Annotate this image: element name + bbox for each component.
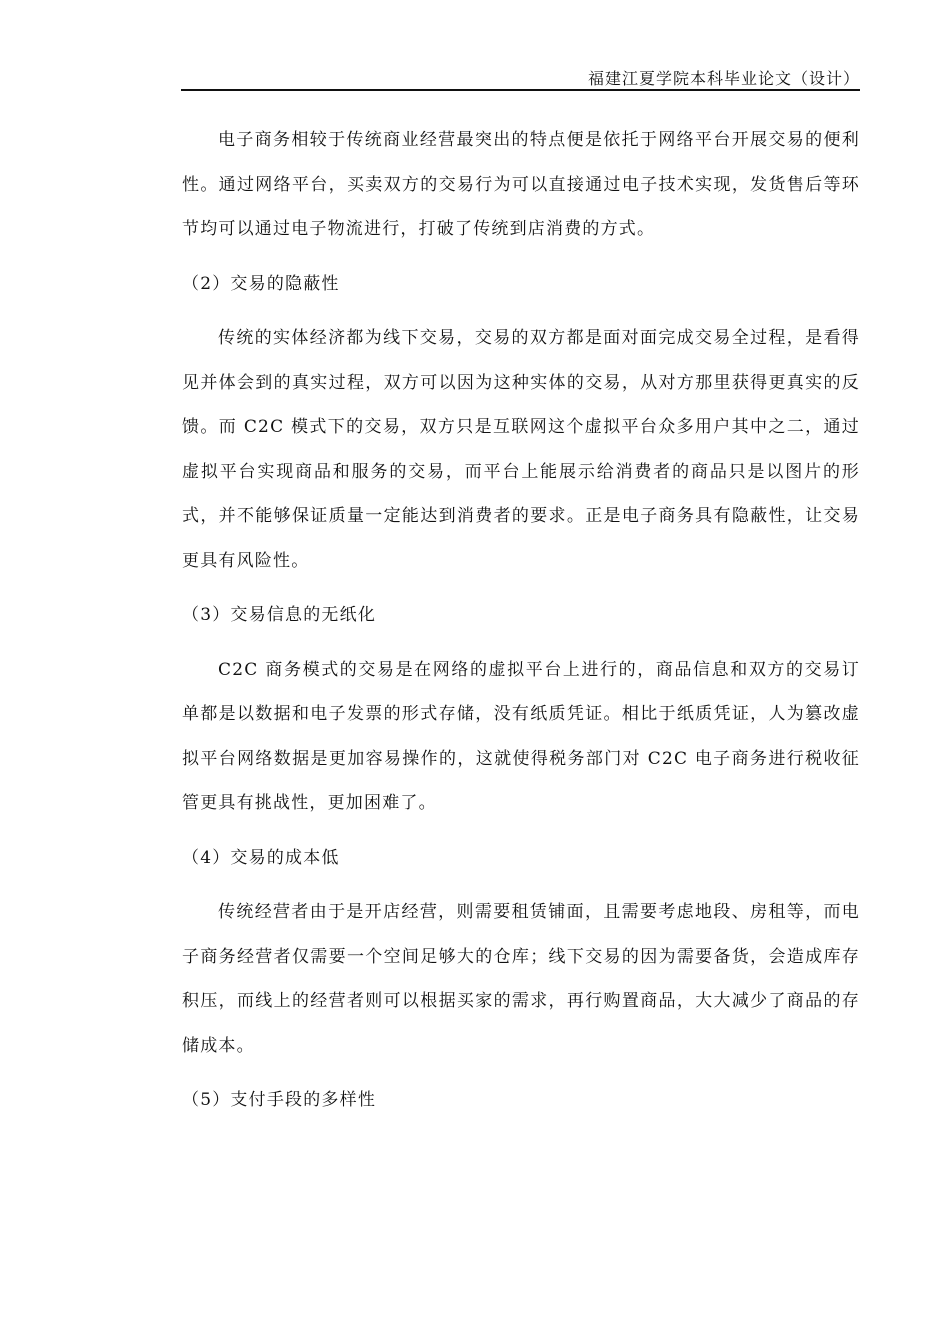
paragraph-low-cost: 传统经营者由于是开店经营，则需要租赁铺面，且需要考虑地段、房租等，而电子商务经营者仅需要一个空间足够大的仓库；线下交易的因为需要备货，会造成库存积压，而线上的经营者则可以根据买家的需求，再行购置商品，大大减少了商品的存储成本。: [182, 902, 860, 1056]
section-heading-low-cost: （4）交易的成本低: [182, 847, 340, 868]
document-body: [182, 118, 860, 1133]
header-title: 福建江夏学院本科毕业论文（设计）: [587, 69, 860, 88]
paragraph-paperless: C2C 商务模式的交易是在网络的虚拟平台上进行的，商品信息和双方的交易订单都是以数据和电子发票的形式存储，没有纸质凭证。相比于纸质凭证，人为篡改虚拟平台网络数据是更加容易操作的，这就使得税务部门对 C2C 电子商务进行税收征管更具有挑战性，更加困难了。: [182, 659, 860, 813]
paragraph-convenience: 电子商务相较于传统商业经营最突出的特点便是依托于网络平台开展交易的便利性。通过网络平台，买卖双方的交易行为可以直接通过电子技术实现，发货售后等环节均可以通过电子物流进行，打破了传统到店消费的方式。: [182, 130, 860, 239]
section-heading-paperless: （3）交易信息的无纸化: [182, 605, 377, 625]
section-heading-payment: （5）支付手段的多样性: [182, 1090, 377, 1110]
page-header: [181, 64, 860, 91]
section-heading-concealment: （2）交易的隐蔽性: [182, 273, 340, 294]
paragraph-concealment: 传统的实体经济都为线下交易，交易的双方都是面对面完成交易全过程，是看得见并体会到的真实过程，双方可以因为这种实体的交易，从对方那里获得更真实的反馈。而 C2C 模式下的交易，双方只是互联网这个虚拟平台众多用户其中之二，通过虚拟平台实现商品和服务的交易，而平台上能展示给消费者的商品只是以图片的形式，并不能够保证质量一定能达到消费者的要求。正是电子商务具有隐蔽性，让交易更具有风险性。: [182, 328, 860, 571]
